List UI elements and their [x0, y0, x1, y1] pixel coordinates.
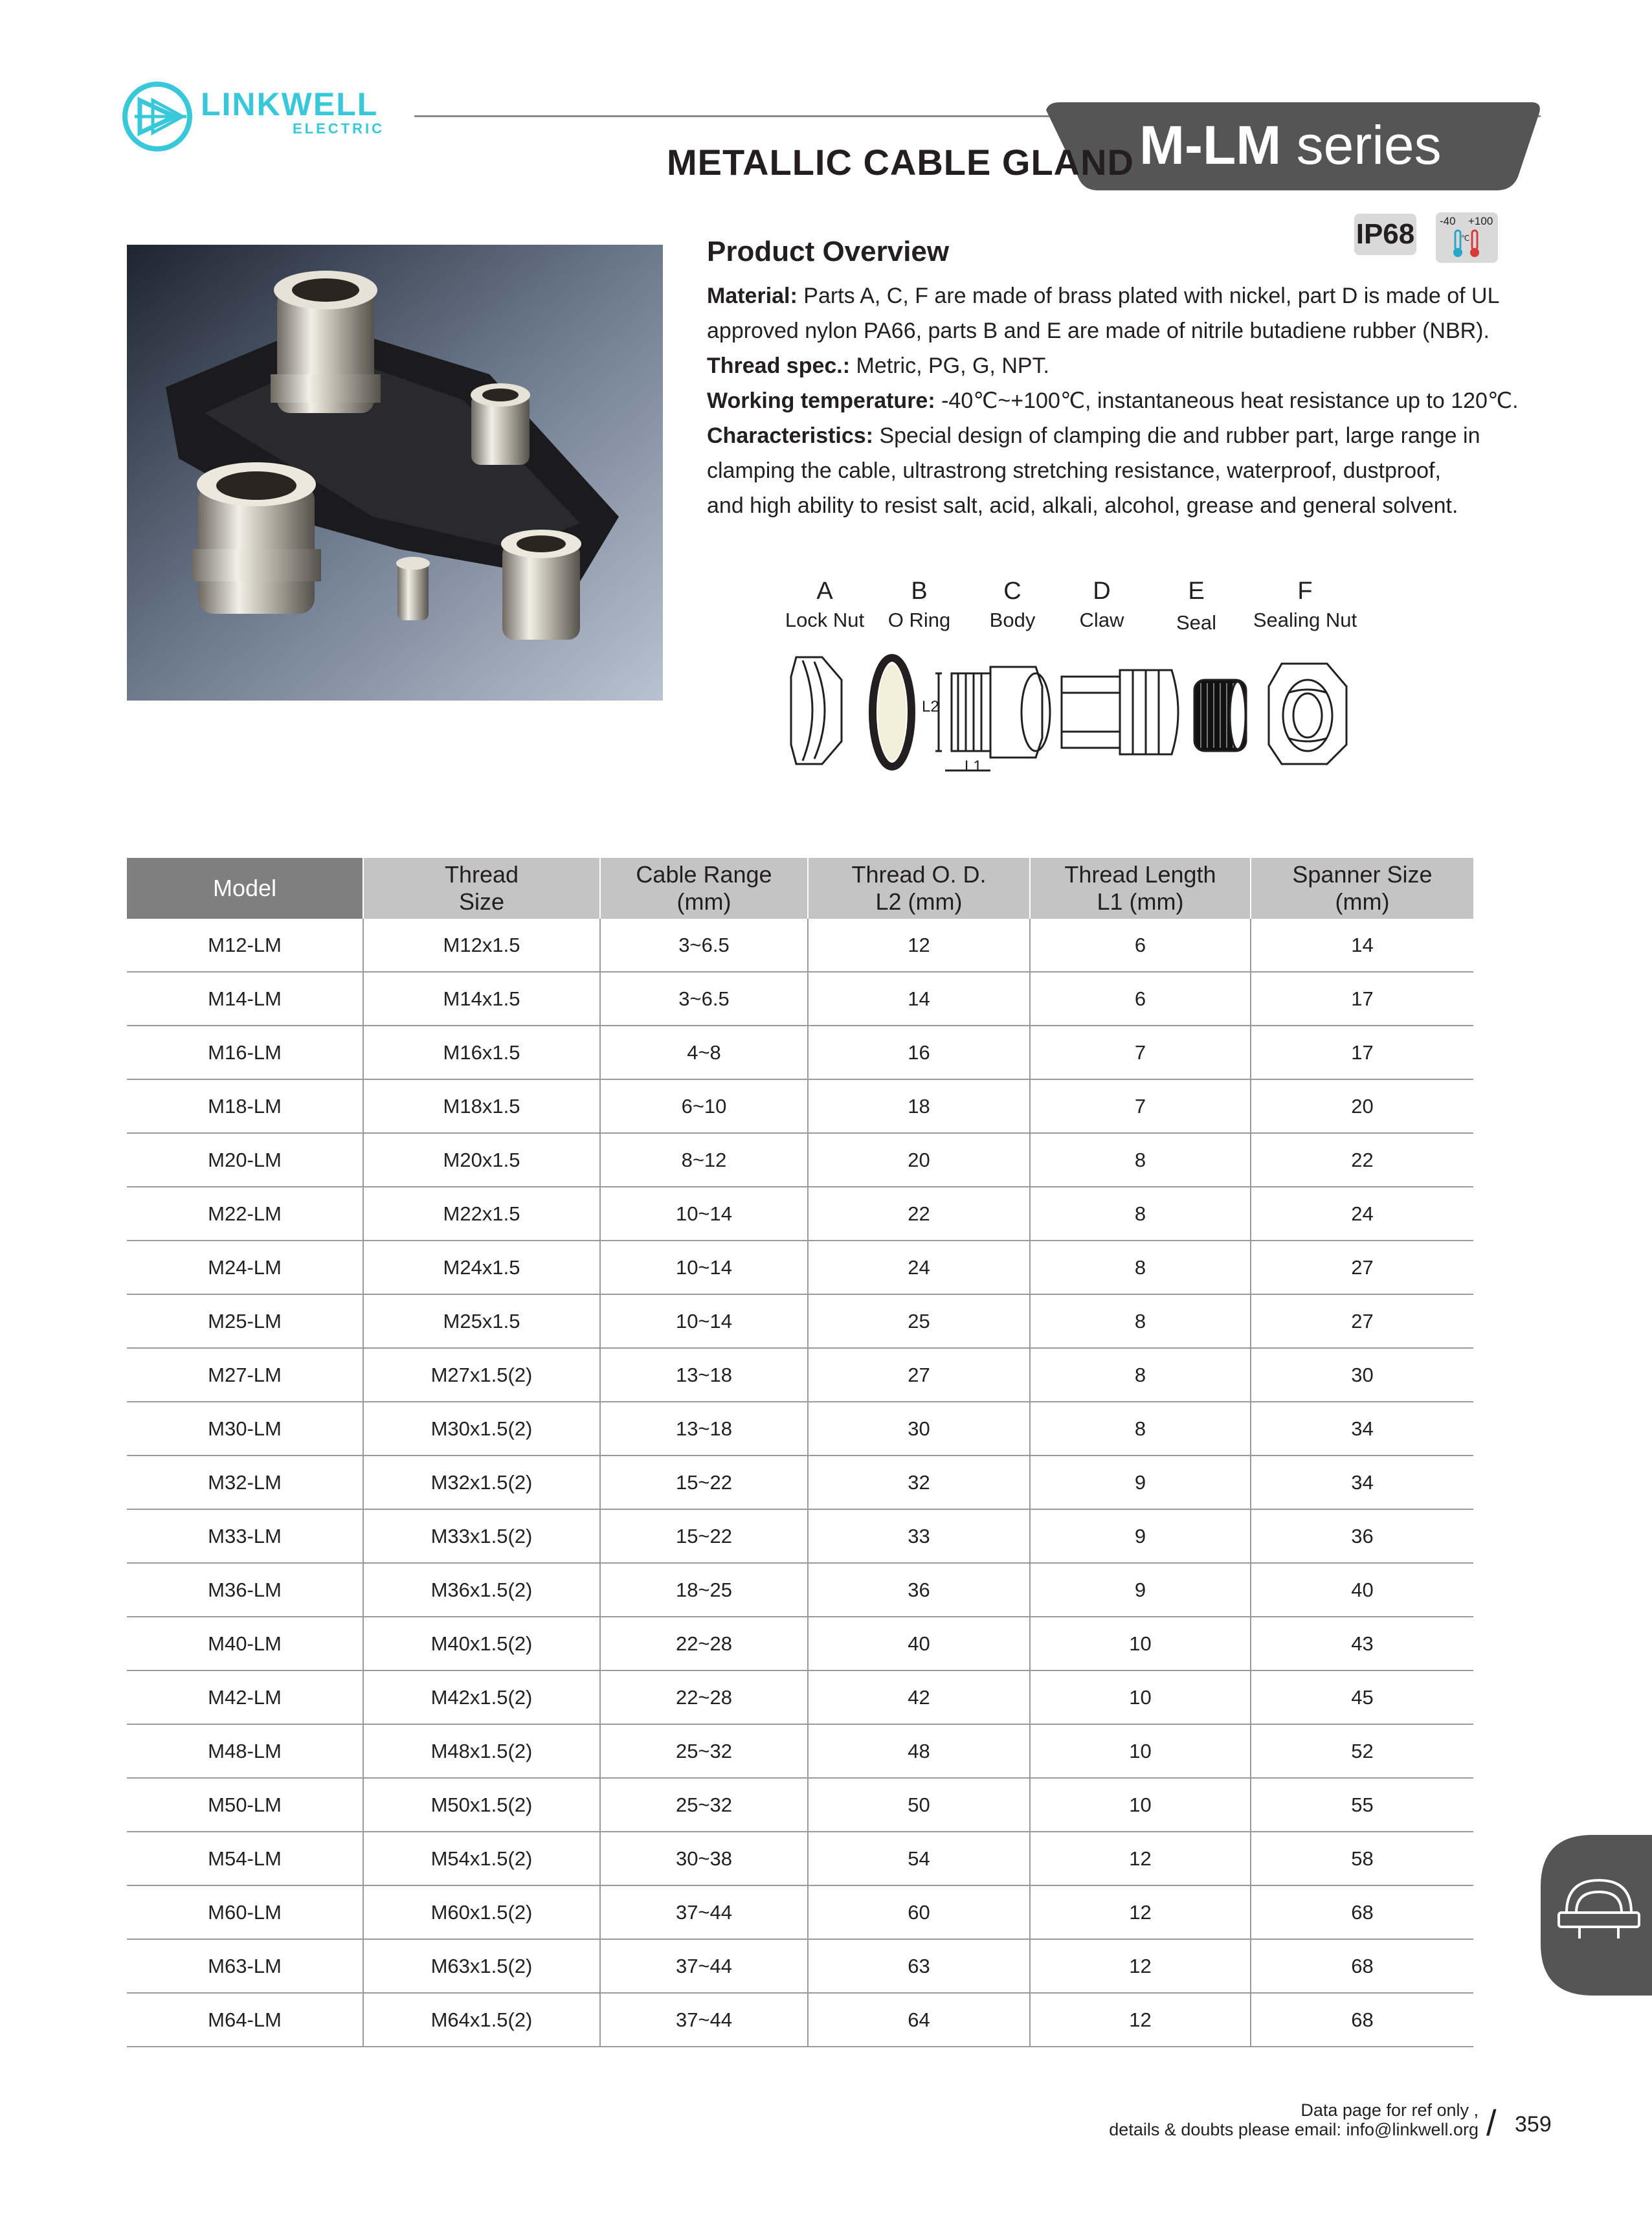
cell-thread-size: M18x1.5 [363, 1079, 600, 1133]
cell-thread-size: M64x1.5(2) [363, 1993, 600, 2047]
body-part [935, 667, 1050, 770]
overview-label: Thread spec.: [707, 354, 851, 378]
cell-thread-length: 6 [1030, 919, 1251, 972]
cell-thread-length: 8 [1030, 1402, 1251, 1456]
cell-spanner-size: 68 [1251, 1939, 1473, 1993]
footer-separator: / [1486, 2102, 1497, 2143]
cell-model: M22-LM [127, 1187, 363, 1241]
column-header-thread-size: Thread Size [363, 858, 600, 919]
brand-subtitle: ELECTRIC [293, 120, 385, 137]
series-title [1139, 114, 1442, 177]
cell-thread-size: M24x1.5 [363, 1241, 600, 1294]
overview-label: Working temperature: [707, 388, 935, 413]
cell-thread-od: 60 [808, 1885, 1030, 1939]
table-row [127, 1133, 1473, 1187]
parts-diagram [777, 647, 1385, 790]
table-row [127, 1778, 1473, 1832]
cell-cable-range: 6~10 [600, 1079, 808, 1133]
cell-thread-length: 7 [1030, 1026, 1251, 1079]
cell-spanner-size: 27 [1251, 1294, 1473, 1348]
cell-model: M36-LM [127, 1563, 363, 1617]
cell-thread-size: M22x1.5 [363, 1187, 600, 1241]
overview-label: Material: [707, 284, 798, 308]
cell-spanner-size: 58 [1251, 1832, 1473, 1885]
svg-text:℃: ℃ [1461, 234, 1470, 243]
series-word: series [1296, 115, 1442, 175]
cell-thread-size: M36x1.5(2) [363, 1563, 600, 1617]
cell-thread-size: M14x1.5 [363, 972, 600, 1026]
cell-cable-range: 10~14 [600, 1187, 808, 1241]
overview-text: clamping the cable, ultrastrong stretching resistance, waterproof, dustproof, [707, 458, 1441, 483]
footer-contact [1036, 2120, 1479, 2140]
part-name: Sealing Nut [1253, 609, 1357, 631]
product-photo [127, 245, 663, 701]
cell-thread-od: 33 [808, 1509, 1030, 1563]
cell-model: M42-LM [127, 1670, 363, 1724]
l1-dimension-label: L1 [965, 758, 982, 775]
cell-spanner-size: 14 [1251, 919, 1473, 972]
table-row [127, 972, 1473, 1026]
overview-text: Metric, PG, G, NPT. [850, 354, 1050, 378]
column-header-thread-length: Thread Length L1 (mm) [1030, 858, 1251, 919]
part-name: Lock Nut [785, 609, 865, 631]
cell-model: M50-LM [127, 1778, 363, 1832]
cell-thread-length: 10 [1030, 1670, 1251, 1724]
cell-thread-length: 10 [1030, 1617, 1251, 1670]
cell-thread-length: 9 [1030, 1456, 1251, 1509]
cell-spanner-size: 34 [1251, 1456, 1473, 1509]
overview-text: Special design of clamping die and rubber part, large range in [873, 423, 1480, 448]
cell-cable-range: 8~12 [600, 1133, 808, 1187]
table-row [127, 1079, 1473, 1133]
overview-line [707, 418, 1548, 453]
overview-text: approved nylon PA66, parts B and E are made of nitrile butadiene rubber (NBR). [707, 319, 1490, 343]
cell-spanner-size: 55 [1251, 1778, 1473, 1832]
cell-cable-range: 25~32 [600, 1778, 808, 1832]
document-title: METALLIC CABLE GLAND [667, 142, 1134, 183]
cell-thread-od: 30 [808, 1402, 1030, 1456]
cell-model: M54-LM [127, 1832, 363, 1885]
table-row [127, 1670, 1473, 1724]
cell-model: M63-LM [127, 1939, 363, 1993]
seal-part [1194, 680, 1246, 751]
table-row [127, 1294, 1473, 1348]
overview-line [707, 453, 1548, 488]
overview-line [707, 278, 1548, 313]
cell-thread-od: 25 [808, 1294, 1030, 1348]
cell-cable-range: 25~32 [600, 1724, 808, 1778]
table-row [127, 1724, 1473, 1778]
cell-spanner-size: 22 [1251, 1133, 1473, 1187]
cell-thread-length: 8 [1030, 1294, 1251, 1348]
cell-thread-size: M30x1.5(2) [363, 1402, 600, 1456]
cell-thread-length: 10 [1030, 1778, 1251, 1832]
cell-thread-size: M60x1.5(2) [363, 1885, 600, 1939]
part-name: O Ring [887, 609, 951, 631]
table-row [127, 1563, 1473, 1617]
cell-thread-od: 27 [808, 1348, 1030, 1402]
column-header-spanner-size: Spanner Size (mm) [1251, 858, 1473, 919]
overview-line [707, 488, 1548, 523]
cell-thread-length: 9 [1030, 1563, 1251, 1617]
cell-thread-od: 16 [808, 1026, 1030, 1079]
part-letter: A [816, 578, 833, 605]
cell-thread-od: 22 [808, 1187, 1030, 1241]
cell-thread-length: 12 [1030, 1832, 1251, 1885]
cell-spanner-size: 40 [1251, 1563, 1473, 1617]
cell-model: M40-LM [127, 1617, 363, 1670]
cell-cable-range: 3~6.5 [600, 919, 808, 972]
footer-email-link[interactable]: info@linkwell.org [1346, 2120, 1479, 2139]
cell-thread-size: M48x1.5(2) [363, 1724, 600, 1778]
table-row [127, 919, 1473, 972]
ip-rating-badge: IP68 [1354, 214, 1416, 255]
table-row [127, 1026, 1473, 1079]
cell-cable-range: 37~44 [600, 1993, 808, 2047]
cell-model: M33-LM [127, 1509, 363, 1563]
cell-model: M14-LM [127, 972, 363, 1026]
cell-thread-size: M54x1.5(2) [363, 1832, 600, 1885]
part-name: Claw [1079, 609, 1124, 631]
cell-spanner-size: 17 [1251, 1026, 1473, 1079]
column-header-cable-range: Cable Range (mm) [600, 858, 808, 919]
cell-thread-size: M32x1.5(2) [363, 1456, 600, 1509]
cell-cable-range: 13~18 [600, 1402, 808, 1456]
page-number: 359 [1515, 2112, 1552, 2137]
brand-name: LINKWELL [201, 86, 379, 122]
o-ring-part [873, 658, 911, 767]
table-row [127, 1617, 1473, 1670]
sealing-nut-part [1269, 664, 1346, 764]
cell-model: M16-LM [127, 1026, 363, 1079]
cell-model: M30-LM [127, 1402, 363, 1456]
cell-spanner-size: 34 [1251, 1402, 1473, 1456]
cell-thread-od: 48 [808, 1724, 1030, 1778]
cell-thread-size: M20x1.5 [363, 1133, 600, 1187]
cell-cable-range: 10~14 [600, 1294, 808, 1348]
cell-thread-size: M16x1.5 [363, 1026, 600, 1079]
table-row [127, 1187, 1473, 1241]
cell-model: M25-LM [127, 1294, 363, 1348]
cell-thread-length: 12 [1030, 1939, 1251, 1993]
part-letter: E [1188, 578, 1205, 605]
cell-thread-size: M50x1.5(2) [363, 1778, 600, 1832]
cell-model: M60-LM [127, 1885, 363, 1939]
cell-thread-od: 20 [808, 1133, 1030, 1187]
cell-model: M24-LM [127, 1241, 363, 1294]
table-row [127, 1456, 1473, 1509]
table-row [127, 1939, 1473, 1993]
cell-thread-size: M12x1.5 [363, 919, 600, 972]
overview-text: and high ability to resist salt, acid, alkali, alcohol, grease and general solvent. [707, 493, 1458, 518]
cell-thread-size: M25x1.5 [363, 1294, 600, 1348]
cell-model: M64-LM [127, 1993, 363, 2047]
cell-thread-size: M27x1.5(2) [363, 1348, 600, 1402]
cell-thread-od: 12 [808, 919, 1030, 972]
cell-cable-range: 37~44 [600, 1939, 808, 1993]
table-row [127, 1509, 1473, 1563]
claw-part [1062, 670, 1178, 754]
table-row [127, 1832, 1473, 1885]
temperature-min: -40 [1440, 215, 1456, 227]
cell-thread-od: 64 [808, 1993, 1030, 2047]
cell-thread-od: 32 [808, 1456, 1030, 1509]
cell-thread-length: 12 [1030, 1993, 1251, 2047]
cell-thread-od: 50 [808, 1778, 1030, 1832]
cell-cable-range: 37~44 [600, 1885, 808, 1939]
cell-thread-od: 40 [808, 1617, 1030, 1670]
cell-thread-size: M42x1.5(2) [363, 1670, 600, 1724]
part-name: Seal [1176, 611, 1217, 634]
cell-spanner-size: 17 [1251, 972, 1473, 1026]
part-letter: B [911, 578, 928, 605]
cell-thread-od: 18 [808, 1079, 1030, 1133]
cell-model: M27-LM [127, 1348, 363, 1402]
part-letter: D [1093, 578, 1111, 605]
cell-spanner-size: 24 [1251, 1187, 1473, 1241]
overview-line [707, 348, 1548, 383]
overview-line [707, 383, 1548, 418]
temperature-max: +100 [1468, 215, 1493, 227]
cell-thread-length: 12 [1030, 1885, 1251, 1939]
cell-thread-length: 8 [1030, 1187, 1251, 1241]
cell-thread-od: 24 [808, 1241, 1030, 1294]
cell-thread-size: M40x1.5(2) [363, 1617, 600, 1670]
cell-cable-range: 13~18 [600, 1348, 808, 1402]
cell-cable-range: 30~38 [600, 1832, 808, 1885]
spec-table [127, 858, 1473, 2047]
l2-dimension-label: L2 [922, 698, 939, 715]
cell-thread-length: 9 [1030, 1509, 1251, 1563]
cell-spanner-size: 27 [1251, 1241, 1473, 1294]
cell-spanner-size: 36 [1251, 1509, 1473, 1563]
cell-cable-range: 22~28 [600, 1670, 808, 1724]
table-row [127, 1402, 1473, 1456]
table-row [127, 1993, 1473, 2047]
cell-thread-length: 8 [1030, 1241, 1251, 1294]
table-row [127, 1241, 1473, 1294]
cell-model: M20-LM [127, 1133, 363, 1187]
cell-thread-length: 8 [1030, 1133, 1251, 1187]
table-header-row [127, 858, 1473, 919]
cell-thread-length: 6 [1030, 972, 1251, 1026]
cell-spanner-size: 68 [1251, 1993, 1473, 2047]
overview-line [707, 313, 1548, 348]
lock-nut-part [791, 657, 842, 764]
overview-label: Characteristics: [707, 423, 874, 448]
cell-cable-range: 3~6.5 [600, 972, 808, 1026]
category-side-tab [1541, 1835, 1652, 1996]
cell-thread-size: M63x1.5(2) [363, 1939, 600, 1993]
cell-model: M48-LM [127, 1724, 363, 1778]
cell-spanner-size: 20 [1251, 1079, 1473, 1133]
cell-model: M12-LM [127, 919, 363, 972]
cell-thread-od: 63 [808, 1939, 1030, 1993]
part-letter: F [1297, 578, 1313, 605]
cell-spanner-size: 30 [1251, 1348, 1473, 1402]
series-code: M-LM [1139, 115, 1282, 175]
cell-spanner-size: 45 [1251, 1670, 1473, 1724]
cell-cable-range: 22~28 [600, 1617, 808, 1670]
cell-spanner-size: 43 [1251, 1617, 1473, 1670]
table-row [127, 1885, 1473, 1939]
cell-cable-range: 15~22 [600, 1456, 808, 1509]
cell-thread-size: M33x1.5(2) [363, 1509, 600, 1563]
cell-thread-od: 54 [808, 1832, 1030, 1885]
column-header-thread-od: Thread O. D. L2 (mm) [808, 858, 1030, 919]
cell-cable-range: 18~25 [600, 1563, 808, 1617]
overview-title: Product Overview [707, 236, 950, 267]
cell-model: M32-LM [127, 1456, 363, 1509]
table-row [127, 1348, 1473, 1402]
cell-model: M18-LM [127, 1079, 363, 1133]
footer-contact-prefix: details & doubts please email: [1109, 2120, 1346, 2139]
cell-cable-range: 15~22 [600, 1509, 808, 1563]
cell-cable-range: 4~8 [600, 1026, 808, 1079]
cell-thread-length: 10 [1030, 1724, 1251, 1778]
footer-disclaimer: Data page for ref only , [1300, 2100, 1479, 2120]
overview-text: Parts A, C, F are made of brass plated with nickel, part D is made of UL [797, 284, 1500, 308]
cell-cable-range: 10~14 [600, 1241, 808, 1294]
cell-spanner-size: 68 [1251, 1885, 1473, 1939]
thermometer-icon [1449, 228, 1488, 260]
cell-spanner-size: 52 [1251, 1724, 1473, 1778]
overview-text: -40℃~+100℃, instantaneous heat resistance up to 120℃. [935, 388, 1519, 413]
cell-thread-od: 42 [808, 1670, 1030, 1724]
part-letter: C [1003, 578, 1021, 605]
cell-thread-length: 8 [1030, 1348, 1251, 1402]
part-name: Body [989, 609, 1036, 631]
cell-thread-od: 14 [808, 972, 1030, 1026]
column-header-model: Model [127, 858, 363, 919]
cell-thread-od: 36 [808, 1563, 1030, 1617]
cell-thread-length: 7 [1030, 1079, 1251, 1133]
